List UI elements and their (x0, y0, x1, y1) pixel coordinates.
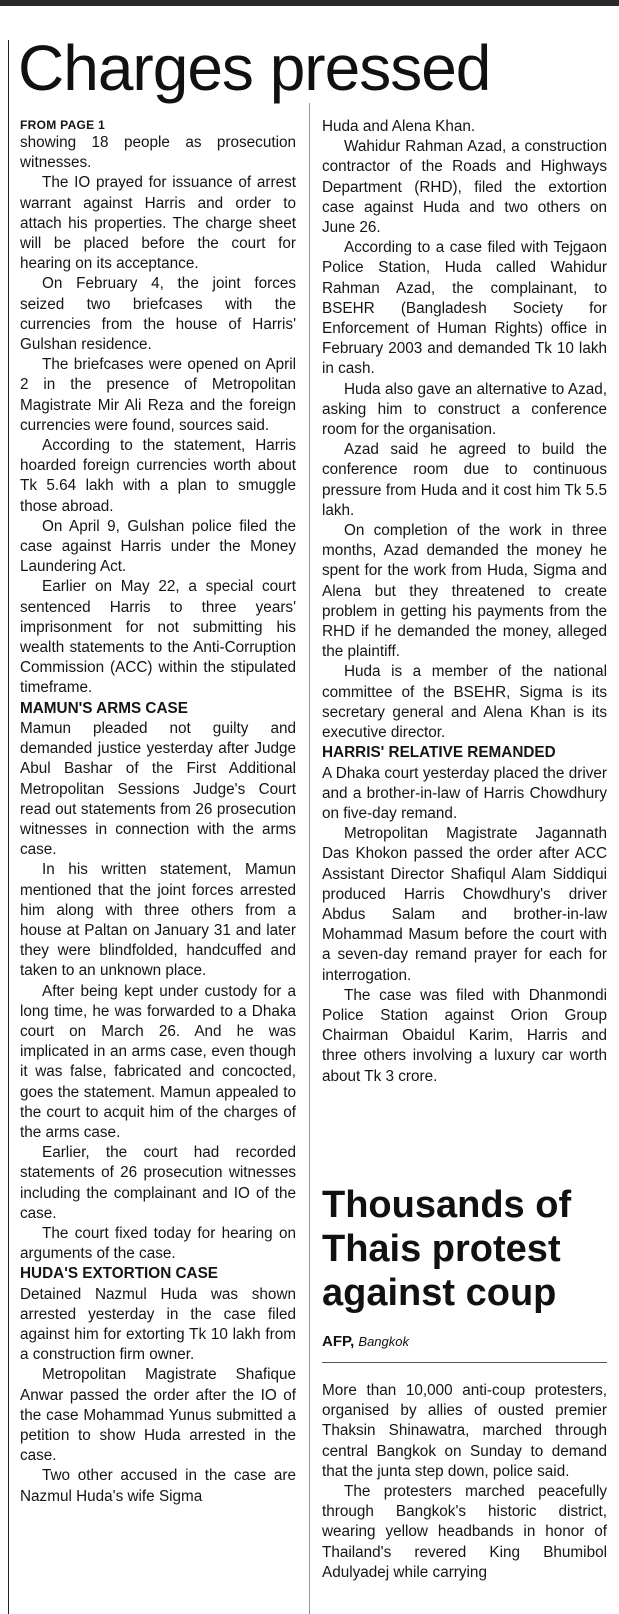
paragraph: Detained Nazmul Huda was shown arrested yesterday in the case filed against him for extorting Tk 10 lakh from a construction firm owner. (20, 1285, 296, 1364)
paragraph: Metropolitan Magistrate Jagannath Das Khokon passed the order after ACC Assistant Director Shafiqul Alam Siddiqui produced Harris Chowdhury's driver Abdus Salam and brother-in-law Mohammad Masum before the court with a seven-day remand prayer for each for interrogation. (322, 825, 607, 984)
paragraph: According to a case filed with Tejgaon Police Station, Huda called Wahidur Rahman Azad, the complainant, to BSEHR (Bangladesh Society for Enforcement of Human Rights) office in February 2003 and demanded Tk 10 lakh in cash. (322, 239, 607, 378)
paragraph: According to the statement, Harris hoarded foreign currencies worth about Tk 5.64 lakh with a plan to smuggle those abroad. (20, 437, 296, 515)
paragraph: showing 18 people as prosecution witnesses. (20, 134, 296, 172)
paragraph: Huda also gave an alternative to Azad, asking him to construct a conference room for the organisation. (322, 380, 607, 439)
left-column-rule (8, 40, 9, 1614)
paragraph: The briefcases were opened on April 2 in the presence of Metropolitan Magistrate Mir Ali Reza and the foreign currencies were found, sources said. (20, 356, 296, 434)
paragraph: The case was filed with Dhanmondi Police Station against Orion Group Chairman Obaidul Karim, Harris and three others involving a luxury car worth about Tk 3 crore. (322, 986, 607, 1085)
byline (322, 1333, 607, 1351)
paragraph: More than 10,000 anti-coup protesters, organised by allies of ousted premier Thaksin Shinawatra, marched through central Bangkok on Sunday to demand that the junta step down, police said. (322, 1382, 607, 1480)
paragraph: On completion of the work in three months, Azad demanded the money he spent for the work from Huda, Sigma and Alena but they threatened to create problem in getting his payments from the RHD if he demanded the money, alleged the plaintiff. (322, 522, 607, 661)
paragraph: On April 9, Gulshan police filed the case against Harris under the Money Laundering Act. (20, 517, 296, 576)
paragraph: Earlier, the court had recorded statements of 26 prosecution witnesses including the complainant and IO of the case. (20, 1144, 296, 1222)
column-divider (309, 103, 310, 1614)
second-article-body (322, 1381, 607, 1583)
paragraph: Azad said he agreed to build the conference room due to continuous pressure from Huda and it cost him Tk 5.5 lakh. (322, 441, 607, 519)
paragraph: In his written statement, Mamun mentioned that the joint forces arrested him along with three others from a house at Paltan on January 31 and later they were blindfolded, handcuffed and taken to an unknown place. (20, 861, 296, 980)
paragraph: Two other accused in the case are Nazmul Huda's wife Sigma (20, 1467, 296, 1505)
paragraph: After being kept under custody for a long time, he was forwarded to a Dhaka court on March 26. And he was implicated in an arms case, even though it was false, fabricated and concocted, goes the statement. Mamun appealed to the court to acquit him of the charges of the arms case. (20, 982, 296, 1141)
subhead-mamuns-arms-case: MAMUN'S ARMS CASE (20, 699, 188, 717)
paragraph: The IO prayed for issuance of arrest warrant against Harris and order to attach his properties. The charge sheet will be placed before the court for hearing on its acceptance. (20, 174, 296, 273)
article-column-left (20, 117, 296, 1507)
top-border (0, 0, 619, 6)
subhead-harris-relative-remanded: HARRIS' RELATIVE REMANDED (322, 744, 556, 762)
paragraph: Metropolitan Magistrate Shafique Anwar passed the order after the IO of the case Mohammad Yunus submitted a petition to show Huda arrested in the case. (20, 1366, 296, 1465)
second-headline: Thousands of Thais protest against coup (322, 1184, 572, 1314)
byline-agency: AFP, (322, 1333, 355, 1350)
headline: Charges pressed (18, 32, 491, 104)
paragraph: Wahidur Rahman Azad, a construction contractor of the Roads and Highways Department (RHD), filed the extortion case against Huda and two others on June 26. (322, 138, 607, 237)
byline-separator (322, 1362, 607, 1363)
paragraph: Huda and Alena Khan. (322, 118, 476, 135)
paragraph: Huda is a member of the national committee of the BSEHR, Sigma is its secretary general and Alena Khan is its executive director. (322, 663, 607, 742)
paragraph: Mamun pleaded not guilty and demanded justice yesterday after Judge Abul Bashar of the First Additional Metropolitan Sessions Judge's Court read out statements from 26 prosecution witnesses in connection with the arms case. (20, 719, 296, 859)
paragraph: Earlier on May 22, a special court sentenced Harris to three years' imprisonment for not submitting his wealth statements to the Anti-Corruption Commission (ACC) within the stipulated timeframe. (20, 578, 296, 697)
kicker-from-page-1: FROM PAGE 1 (20, 118, 106, 132)
paragraph: A Dhaka court yesterday placed the driver and a brother-in-law of Harris Chowdhury on five-day remand. (322, 764, 607, 822)
paragraph: The protesters marched peacefully through Bangkok's historic district, wearing yellow headbands in honor of Thailand's revered King Bhumibol Adulyadej while carrying (322, 1483, 607, 1581)
subhead-hudas-extortion-case: HUDA'S EXTORTION CASE (20, 1265, 218, 1283)
paragraph: The court fixed today for hearing on arguments of the case. (20, 1224, 296, 1263)
paragraph: On February 4, the joint forces seized two briefcases with the currencies from the house of Harris' Gulshan residence. (20, 275, 296, 354)
byline-dateline: Bangkok (358, 1334, 409, 1349)
article-column-right (322, 117, 607, 1087)
